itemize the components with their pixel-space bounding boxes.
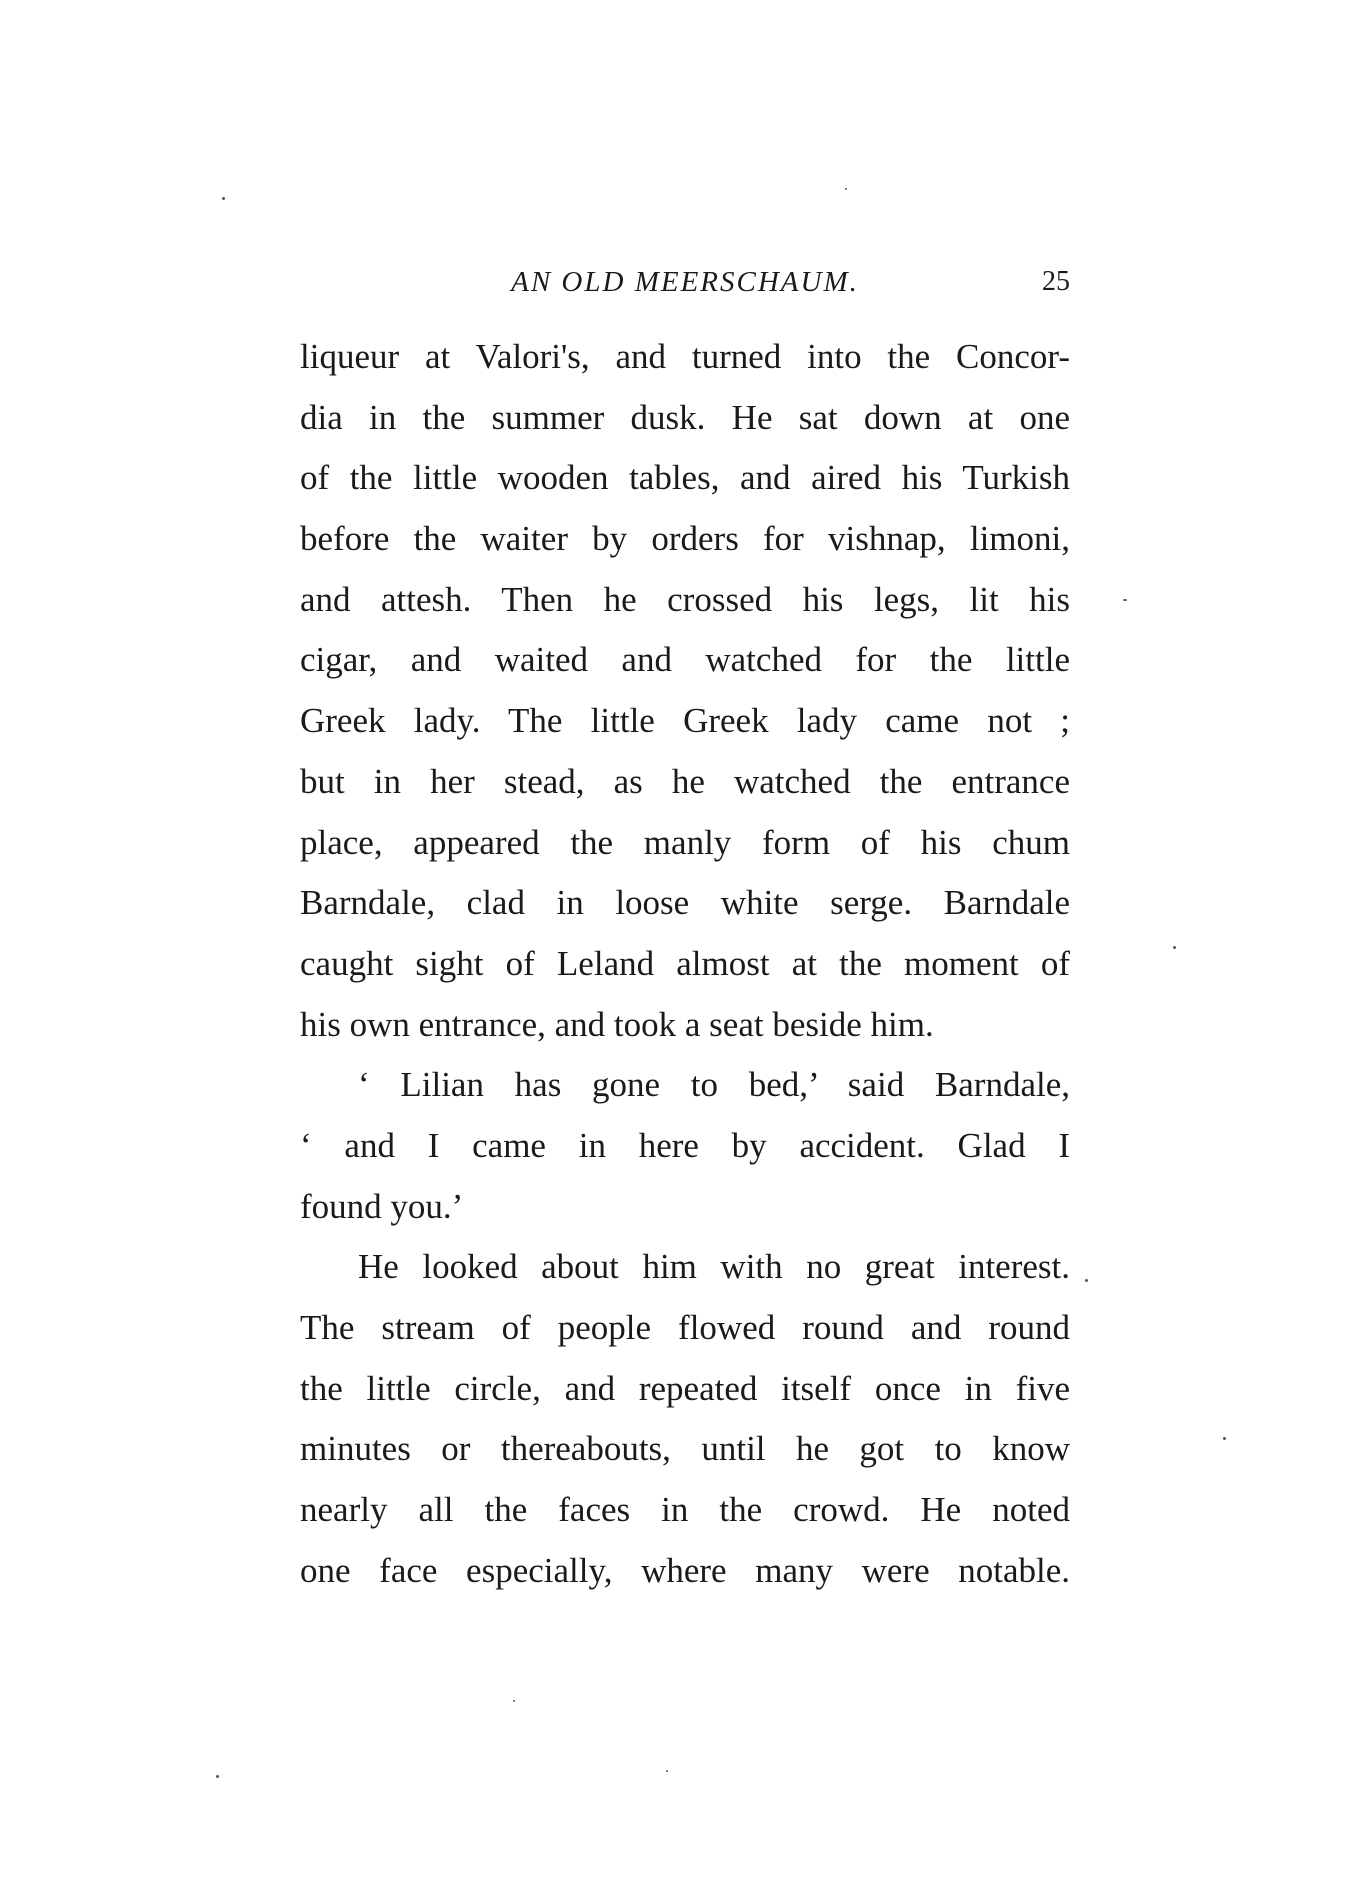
- text-line: of the little wooden tables, and aired his Turkish: [300, 458, 1070, 498]
- scan-speck: [1123, 599, 1127, 601]
- body-text: [300, 327, 1070, 1601]
- scan-speck: [216, 1775, 219, 1778]
- text-line: the little circle, and repeated itself once in five: [300, 1368, 1070, 1408]
- text-line: ‘ Lilian has gone to bed,’ said Barndale,: [358, 1065, 1070, 1105]
- scan-speck: [222, 197, 225, 200]
- text-line: minutes or thereabouts, until he got to know: [300, 1429, 1070, 1469]
- text-line: liqueur at Valori's, and turned into the Concor-: [300, 337, 1070, 376]
- text-line: caught sight of Leland almost at the moment of: [300, 943, 1070, 983]
- text-line: before the waiter by orders for vishnap, limoni,: [300, 519, 1070, 559]
- text-line: cigar, and waited and watched for the little: [300, 640, 1070, 680]
- text-line: ‘ and I came in here by accident. Glad I: [300, 1125, 1070, 1165]
- text-line: but in her stead, as he watched the entrance: [300, 761, 1070, 801]
- text-line: found you.’: [300, 1186, 464, 1226]
- text-line: nearly all the faces in the crowd. He noted: [300, 1490, 1070, 1530]
- text-line: his own entrance, and took a seat beside him.: [300, 1004, 934, 1044]
- scan-speck: [1085, 1279, 1088, 1282]
- text-line: and attesh. Then he crossed his legs, lit his: [300, 579, 1070, 619]
- text-line: place, appeared the manly form of his chum: [300, 822, 1070, 862]
- scan-speck: [1223, 1437, 1226, 1440]
- text-line: He looked about him with no great interest.: [358, 1247, 1070, 1287]
- text-line: dia in the summer dusk. He sat down at one: [300, 397, 1070, 437]
- page-number: 25: [1042, 266, 1070, 297]
- running-title: AN OLD MEERSCHAUM.: [511, 266, 859, 298]
- running-head: [300, 262, 1070, 312]
- scan-speck: [845, 188, 847, 190]
- text-line: The stream of people flowed round and round: [300, 1308, 1070, 1347]
- text-line: one face especially, where many were notable.: [300, 1550, 1070, 1590]
- text-line: Greek lady. The little Greek lady came not ;: [300, 701, 1070, 741]
- scan-speck: [513, 1700, 515, 1702]
- text-line: Barndale, clad in loose white serge. Barndale: [300, 883, 1070, 923]
- scan-speck: [666, 1770, 668, 1772]
- scan-speck: [1173, 946, 1176, 949]
